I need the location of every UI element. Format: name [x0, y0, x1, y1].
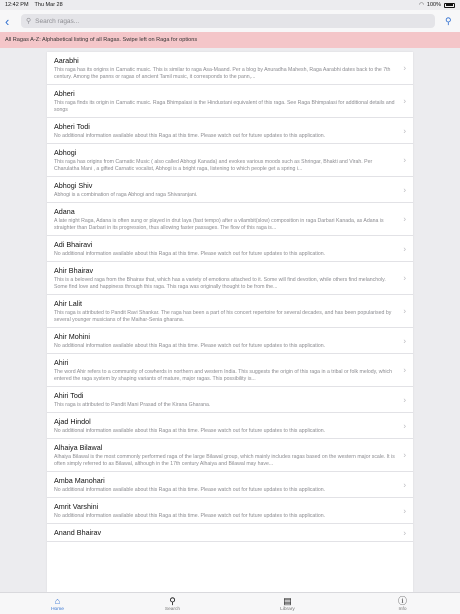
chevron-right-icon: ›: [403, 185, 406, 194]
search-field[interactable]: [21, 14, 435, 28]
battery-icon: [444, 3, 455, 8]
raga-name: Adana: [54, 207, 75, 216]
raga-list-item[interactable]: [47, 262, 413, 295]
status-time: 12:42 PM: [5, 2, 29, 8]
raga-description: This is a beloved raga from the Bhairav that, which has a variety of emotions attached to it. Some will find devotion, while others find melancholy. Some find love and happiness through this raga. This raga was originally thought to be from the...: [54, 277, 386, 290]
raga-description: No additional information available about this Raga at this time. Please watch out for future updates to this application.: [54, 513, 326, 519]
battery-percent: 100%: [426, 2, 441, 8]
chevron-right-icon: ›: [403, 244, 406, 253]
raga-name: Amrit Varshini: [54, 502, 99, 511]
raga-description: This raga has its origins in Carnatic music. This is similar to raga Asa-Maand. Per a blog by Anuradha Mahesh, Raga Aarabhi dates back to the 7th century. Among the panns or ragas of ancient Tamil music, it corresponds to the pann,...: [54, 67, 391, 80]
raga-description: A late night Raga, Adana is often sung or played in drut laya (fast tempo) after a vilambit(slow) composition in raga Darbari Kanada, as Adana is straighter than Darbari in its progression, thus allowing faster passages. The flow of this raga is...: [54, 218, 384, 231]
raga-list-item[interactable]: [47, 85, 413, 118]
tab-search[interactable]: [143, 596, 203, 612]
tab-library[interactable]: [258, 596, 318, 612]
raga-description: This raga has origins from Carnatic Music ( also called Abhogi Kanada) and evokes various moods such as Shringar, Bhakti and Virah. Per Charulatha Mani , a gifted Carnatic vocalist, Abhogi is a bright raga, listening to which people get a spring i...: [54, 159, 373, 172]
library-icon: ▤: [283, 595, 292, 606]
tab-bar: [0, 592, 460, 614]
raga-list-item[interactable]: [47, 295, 413, 328]
chevron-right-icon: ›: [403, 395, 406, 404]
raga-list: [47, 52, 413, 592]
chevron-right-icon: ›: [403, 506, 406, 515]
nav-bar: [0, 10, 460, 32]
chevron-right-icon: ›: [403, 421, 406, 430]
raga-list-item[interactable]: [47, 413, 413, 439]
raga-description: This raga is attributed to Pandit Ravi Shankar. The raga has been a part of his concert repertoire for several decades, and has been popularised by several younger musicians of the Maihar-Senia gharana.: [54, 310, 392, 323]
search-field-icon: ⚲: [26, 18, 32, 25]
raga-name: Abhogi: [54, 148, 77, 157]
chevron-right-icon: ›: [403, 155, 406, 165]
raga-name: Ahir Lalit: [54, 299, 82, 308]
raga-list-item[interactable]: [47, 498, 413, 524]
info-banner: All Ragas A-Z: Alphabetical listing of all Ragas. Swipe left on Raga for options: [0, 32, 460, 48]
raga-description: No additional information available about this Raga at this time. Please watch out for future updates to this application.: [54, 343, 326, 349]
raga-list-item[interactable]: [47, 524, 413, 542]
tab-label: Library: [280, 606, 295, 612]
chevron-right-icon: ›: [403, 63, 406, 73]
chevron-right-icon: ›: [403, 336, 406, 345]
tab-label: Search: [164, 606, 181, 612]
raga-list-item[interactable]: [47, 439, 413, 472]
raga-description: No additional information available about this Raga at this time. Please watch out for future updates to this application.: [54, 487, 326, 493]
home-icon: ⌂: [54, 595, 61, 606]
back-chevron-icon[interactable]: ‹: [5, 13, 10, 29]
raga-name: Anand Bhairav: [54, 528, 102, 537]
tab-info[interactable]: [373, 596, 433, 612]
raga-description: Alhaiya Bilawal is the most commonly performed raga of the large Bilawal group, which mainly includes ragas based on the western major scale. It is often simply referred to as Bilawal, although in the 17th century Alhaiya and Bilawal may have...: [54, 454, 395, 467]
chevron-right-icon: ›: [403, 306, 406, 316]
raga-list-item[interactable]: [47, 118, 413, 144]
raga-list-item[interactable]: [47, 203, 413, 236]
tab-home[interactable]: [28, 596, 88, 612]
raga-list-item[interactable]: [47, 472, 413, 498]
tab-label: Home: [51, 606, 64, 612]
raga-name: Ajad Hindol: [54, 417, 91, 426]
chevron-right-icon: ›: [403, 365, 406, 375]
info-icon: ⓘ: [397, 595, 407, 606]
wifi-icon: ◠: [419, 2, 424, 8]
raga-description: No additional information available about this Raga at this time. Please watch out for future updates to this application.: [54, 428, 326, 434]
raga-description: Abhogi is a combination of raga Abhogi and raga Shivaranjani.: [54, 192, 198, 198]
raga-name: Aarabhi: [54, 56, 79, 65]
raga-name: Ahir Mohini: [54, 332, 90, 341]
raga-name: Ahiri: [54, 358, 69, 367]
chevron-right-icon: ›: [403, 528, 406, 537]
chevron-right-icon: ›: [403, 126, 406, 135]
raga-list-item[interactable]: [47, 236, 413, 262]
raga-name: Alhaiya Bilawal: [54, 443, 103, 452]
raga-list-item[interactable]: [47, 177, 413, 203]
chevron-right-icon: ›: [403, 450, 406, 460]
raga-name: Abhogi Shiv: [54, 181, 93, 190]
raga-name: Ahiri Todi: [54, 391, 84, 400]
chevron-right-icon: ›: [403, 96, 406, 106]
raga-name: Abheri: [54, 89, 75, 98]
chevron-right-icon: ›: [403, 480, 406, 489]
raga-description: This raga is attributed to Pandit Mani Prasad of the Kirana Gharana.: [54, 402, 211, 408]
raga-name: Amba Manohari: [54, 476, 105, 485]
search-button-icon[interactable]: ⚲: [445, 15, 452, 26]
raga-description: No additional information available about this Raga at this time. Please watch out for future updates to this application.: [54, 251, 326, 257]
raga-description: The word Ahir refers to a community of cowherds in northern and western India. This suggests the origin of this raga in a tribal or folk melody, which entered the raga system by shaping variants of mature, major ragas. This possibility is...: [54, 369, 393, 382]
tab-label: Info: [398, 606, 407, 612]
raga-name: Ahir Bhairav: [54, 266, 94, 275]
status-date: Thu Mar 28: [34, 2, 63, 8]
raga-name: Adi Bhairavi: [54, 240, 93, 249]
raga-list-item[interactable]: [47, 52, 413, 85]
status-bar: [0, 0, 460, 10]
raga-description: No additional information available about this Raga at this time. Please watch out for future updates to this application.: [54, 133, 326, 139]
search-icon: ⚲: [169, 595, 176, 606]
search-placeholder: Search ragas...: [35, 17, 80, 25]
raga-list-item[interactable]: [47, 387, 413, 413]
raga-description: This raga finds its origin in Carnatic music. Raga Bhimpalasi is the Hindustani equivalent of this raga. See Raga Bhimpalasi for additional details and songs: [54, 100, 395, 113]
raga-list-item[interactable]: [47, 328, 413, 354]
chevron-right-icon: ›: [403, 273, 406, 283]
raga-list-item[interactable]: [47, 354, 413, 387]
chevron-right-icon: ›: [403, 214, 406, 224]
raga-list-item[interactable]: [47, 144, 413, 177]
raga-name: Abheri Todi: [54, 122, 90, 131]
